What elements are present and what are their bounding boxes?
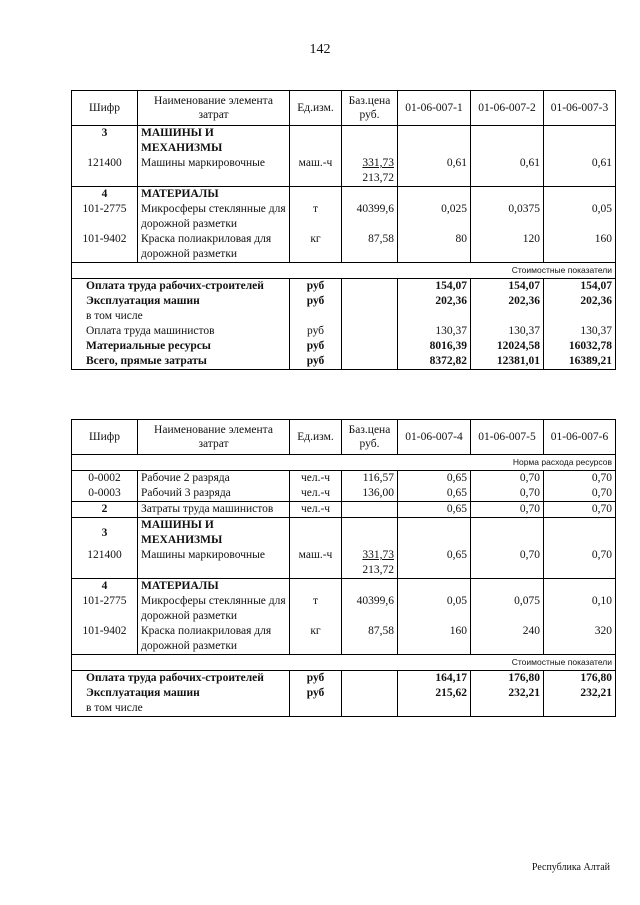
- total-row: [72, 324, 616, 339]
- row-value-2: 120: [471, 232, 544, 263]
- total-value-3: 202,36: [544, 294, 616, 309]
- row-value-1: 0,65: [398, 548, 471, 579]
- section-row: [72, 518, 616, 549]
- table-row: [72, 502, 616, 518]
- row-price: [342, 156, 398, 187]
- header-unit: Ед.изм.: [290, 420, 342, 455]
- row-code: 101-9402: [72, 624, 138, 655]
- row-unit: маш.-ч: [290, 156, 342, 187]
- row-price: 87,58: [342, 232, 398, 263]
- row-value-1: 160: [398, 624, 471, 655]
- total-name: Эксплуатация машин: [72, 294, 290, 309]
- footer-region: Республика Алтай: [531, 862, 610, 873]
- subheader-cost-indicators: Стоимостные показатели: [72, 263, 616, 279]
- total-value-2: 12024,58: [471, 339, 544, 354]
- total-value-3: 16389,21: [544, 354, 616, 370]
- header-name: Наименование элемента затрат: [138, 420, 290, 455]
- row-code: 121400: [72, 548, 138, 579]
- row-name: Краска полиакриловая для дорожной разметки: [138, 624, 290, 655]
- header-col-6: 01-06-007-6: [544, 420, 616, 455]
- section-code: 3: [72, 126, 138, 157]
- estimate-table-1: [71, 90, 616, 370]
- total-name: Эксплуатация машин: [72, 686, 290, 701]
- price-main: 331,73: [362, 157, 394, 169]
- subheader-cost-indicators: Стоимостные показатели: [72, 655, 616, 671]
- total-value-2: 202,36: [471, 294, 544, 309]
- header-price: Баз.цена руб.: [342, 420, 398, 455]
- total-name: Оплата труда машинистов: [72, 324, 290, 339]
- row-code: 101-2775: [72, 202, 138, 232]
- row-value-1: 0,61: [398, 156, 471, 187]
- row-value-1: 0,65: [398, 471, 471, 487]
- header-col-1: 01-06-007-1: [398, 91, 471, 126]
- total-row: [72, 339, 616, 354]
- section-row: [72, 126, 616, 157]
- table-row: [72, 202, 616, 232]
- total-value-3: 130,37: [544, 324, 616, 339]
- total-unit: руб: [290, 294, 342, 309]
- total-value-1: 164,17: [398, 671, 471, 687]
- total-value-2: 154,07: [471, 279, 544, 295]
- table-row: [72, 156, 616, 187]
- row-code: 101-9402: [72, 232, 138, 263]
- table-row: [72, 471, 616, 487]
- row-price: [342, 548, 398, 579]
- table-row: [72, 624, 616, 655]
- subheader-row: [72, 655, 616, 671]
- row-value-3: 160: [544, 232, 616, 263]
- header-col-5: 01-06-007-5: [471, 420, 544, 455]
- row-value-1: 0,025: [398, 202, 471, 232]
- header-code: Шифр: [72, 91, 138, 126]
- row-value-3: 320: [544, 624, 616, 655]
- total-value-1: 8016,39: [398, 339, 471, 354]
- row-name: Машины маркировочные: [138, 548, 290, 579]
- header-col-4: 01-06-007-4: [398, 420, 471, 455]
- row-value-2: 0,70: [471, 471, 544, 487]
- row-unit: чел.-ч: [290, 471, 342, 487]
- total-value-1: 202,36: [398, 294, 471, 309]
- subheader-resource-norms: Норма расхода ресурсов: [72, 455, 616, 471]
- table-header-row: [72, 420, 616, 455]
- total-value-1: 8372,82: [398, 354, 471, 370]
- total-name: Всего, прямые затраты: [72, 354, 290, 370]
- total-value-3: 176,80: [544, 671, 616, 687]
- section-title: МАТЕРИАЛЫ: [138, 579, 290, 595]
- row-value-1: 0,05: [398, 594, 471, 624]
- header-col-3: 01-06-007-3: [544, 91, 616, 126]
- total-row: [72, 354, 616, 370]
- row-value-3: 0,70: [544, 471, 616, 487]
- total-unit: руб: [290, 671, 342, 687]
- row-code: 101-2775: [72, 594, 138, 624]
- row-name: Рабочий 3 разряда: [138, 486, 290, 502]
- subheader-row: [72, 455, 616, 471]
- section-code: 3: [72, 518, 138, 549]
- price-secondary: 213,72: [362, 564, 394, 576]
- section-code: 4: [72, 579, 138, 595]
- total-value-1: 154,07: [398, 279, 471, 295]
- section-title: МАШИНЫ И МЕХАНИЗМЫ: [138, 518, 290, 549]
- total-unit: руб: [290, 324, 342, 339]
- section-title: МАТЕРИАЛЫ: [138, 187, 290, 203]
- row-value-3: 0,70: [544, 486, 616, 502]
- row-unit: маш.-ч: [290, 548, 342, 579]
- row-value-3: 0,05: [544, 202, 616, 232]
- row-value-3: 0,70: [544, 502, 616, 518]
- page-number: 142: [309, 42, 331, 57]
- section-row: [72, 187, 616, 203]
- header-name: Наименование элемента затрат: [138, 91, 290, 126]
- total-row: [72, 671, 616, 687]
- total-name: Оплата труда рабочих-строителей: [72, 279, 290, 295]
- row-value-1: 0,65: [398, 502, 471, 518]
- total-value-1: 215,62: [398, 686, 471, 701]
- total-value-2: 176,80: [471, 671, 544, 687]
- row-value-2: 0,0375: [471, 202, 544, 232]
- table-row: [72, 594, 616, 624]
- row-price: 136,00: [342, 486, 398, 502]
- total-value-3: 154,07: [544, 279, 616, 295]
- price-secondary: 213,72: [362, 172, 394, 184]
- section-row: [72, 579, 616, 595]
- header-price: Баз.цена руб.: [342, 91, 398, 126]
- section-code: 4: [72, 187, 138, 203]
- row-value-2: 0,61: [471, 156, 544, 187]
- total-row: [72, 279, 616, 295]
- section-title: МАШИНЫ И МЕХАНИЗМЫ: [138, 126, 290, 157]
- row-name: Затраты труда машинистов: [138, 502, 290, 518]
- total-value-3: 16032,78: [544, 339, 616, 354]
- row-code: 0-0002: [72, 471, 138, 487]
- row-code: 121400: [72, 156, 138, 187]
- total-value-2: 130,37: [471, 324, 544, 339]
- total-value-1: 130,37: [398, 324, 471, 339]
- row-price: 40399,6: [342, 594, 398, 624]
- total-unit: руб: [290, 686, 342, 701]
- row-value-1: 0,65: [398, 486, 471, 502]
- row-unit: чел.-ч: [290, 486, 342, 502]
- row-value-3: 0,70: [544, 548, 616, 579]
- table-row: [72, 548, 616, 579]
- total-row: [72, 294, 616, 309]
- row-unit: кг: [290, 624, 342, 655]
- row-name: Краска полиакриловая для дорожной разметки: [138, 232, 290, 263]
- row-value-2: 0,70: [471, 548, 544, 579]
- total-value-2: 12381,01: [471, 354, 544, 370]
- row-value-2: 0,075: [471, 594, 544, 624]
- row-unit: т: [290, 594, 342, 624]
- row-code: 2: [72, 502, 138, 518]
- row-value-1: 80: [398, 232, 471, 263]
- total-value-2: 232,21: [471, 686, 544, 701]
- total-row: [72, 309, 616, 324]
- row-value-3: 0,10: [544, 594, 616, 624]
- row-unit: кг: [290, 232, 342, 263]
- total-name: Оплата труда рабочих-строителей: [72, 671, 290, 687]
- row-price: 87,58: [342, 624, 398, 655]
- total-unit: руб: [290, 339, 342, 354]
- row-name: Рабочие 2 разряда: [138, 471, 290, 487]
- row-name: Машины маркировочные: [138, 156, 290, 187]
- total-row: [72, 701, 616, 717]
- price-main: 331,73: [362, 549, 394, 561]
- row-value-2: 240: [471, 624, 544, 655]
- total-unit: руб: [290, 354, 342, 370]
- row-code: 0-0003: [72, 486, 138, 502]
- total-name: Материальные ресурсы: [72, 339, 290, 354]
- header-col-2: 01-06-007-2: [471, 91, 544, 126]
- row-value-2: 0,70: [471, 486, 544, 502]
- row-name: Микросферы стеклянные для дорожной разметки: [138, 594, 290, 624]
- table-row: [72, 232, 616, 263]
- total-name: в том числе: [72, 309, 290, 324]
- row-unit: чел.-ч: [290, 502, 342, 518]
- total-value-3: 232,21: [544, 686, 616, 701]
- row-value-2: 0,70: [471, 502, 544, 518]
- total-row: [72, 686, 616, 701]
- row-price: 116,57: [342, 471, 398, 487]
- subheader-row: [72, 263, 616, 279]
- row-unit: т: [290, 202, 342, 232]
- table-header-row: [72, 91, 616, 126]
- total-unit: руб: [290, 279, 342, 295]
- row-value-3: 0,61: [544, 156, 616, 187]
- estimate-table-2: [71, 419, 616, 717]
- header-code: Шифр: [72, 420, 138, 455]
- row-price: 40399,6: [342, 202, 398, 232]
- total-name: в том числе: [72, 701, 290, 717]
- table-row: [72, 486, 616, 502]
- row-name: Микросферы стеклянные для дорожной разметки: [138, 202, 290, 232]
- header-unit: Ед.изм.: [290, 91, 342, 126]
